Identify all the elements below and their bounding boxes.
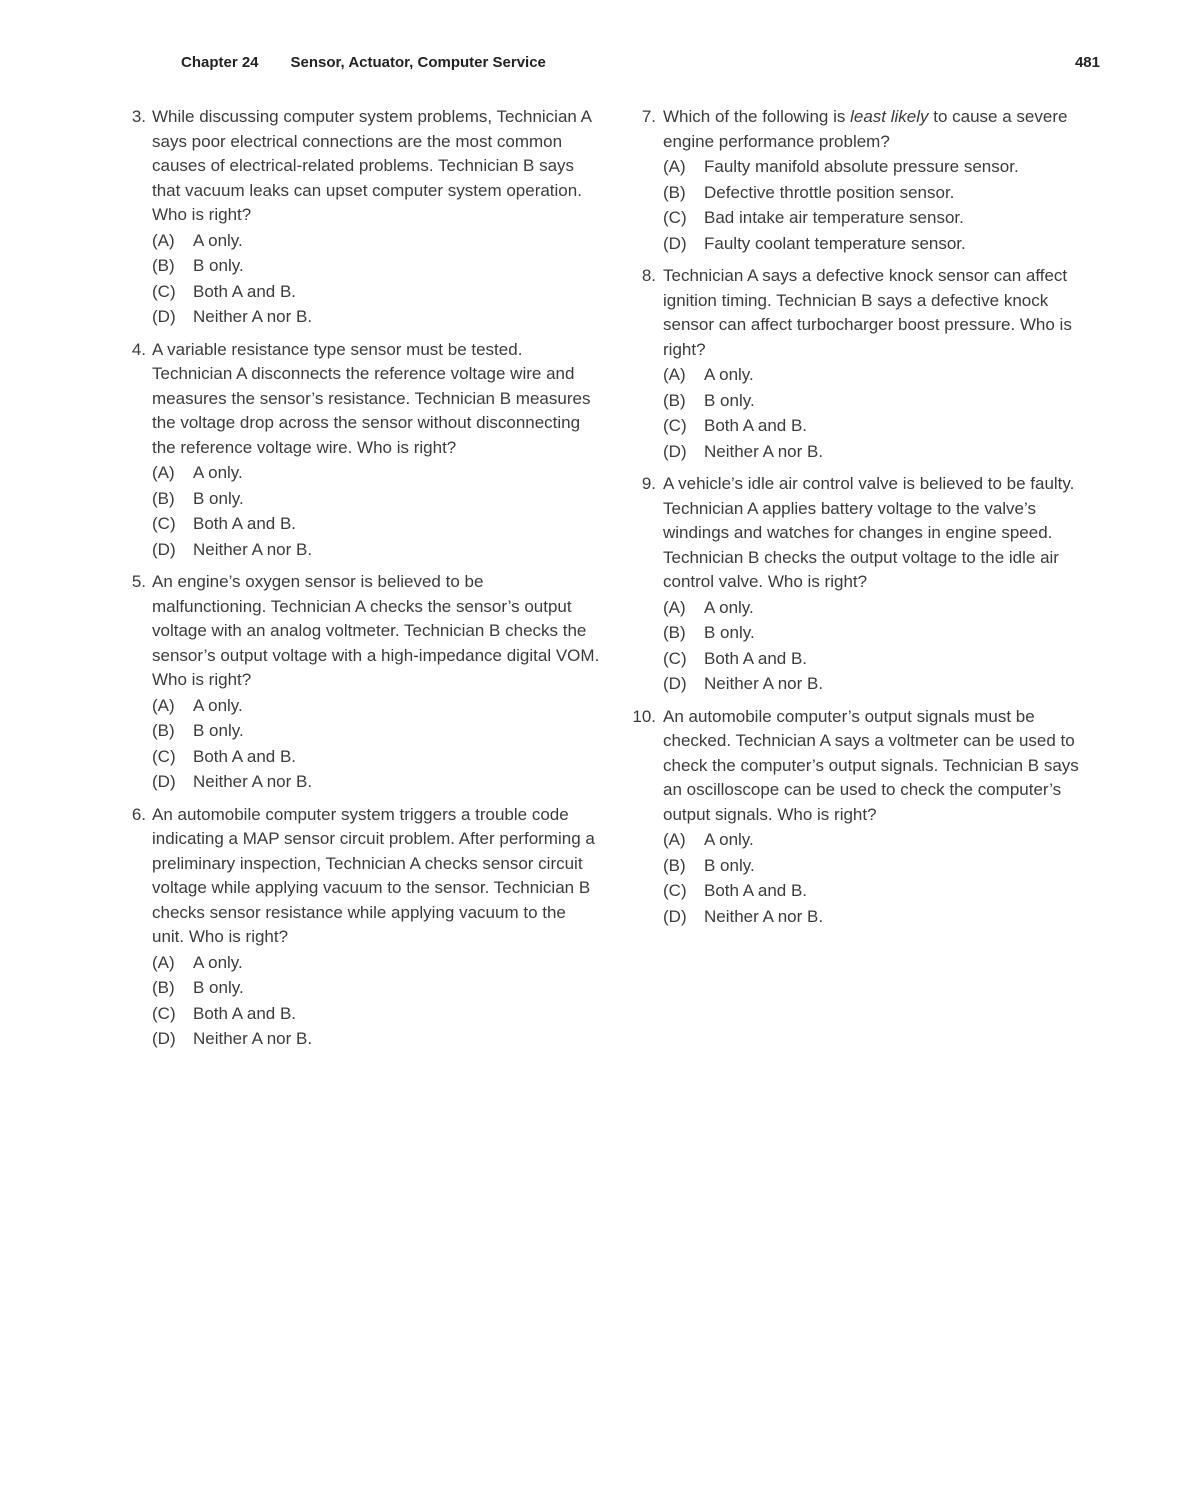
option-label: Neither A nor B. bbox=[193, 772, 313, 791]
option-marker: (B) bbox=[152, 256, 175, 275]
answer-option bbox=[152, 228, 600, 254]
answer-option bbox=[152, 511, 600, 537]
question-3 bbox=[127, 105, 600, 330]
answer-option bbox=[152, 486, 600, 512]
answer-option bbox=[663, 595, 1100, 621]
option-marker: (C) bbox=[663, 648, 687, 668]
question-text: While discussing computer system problems, Technician A says poor electrical connections are the most common causes of electrical-related problems. Technician B says that vacuum leaks can upset computer system operation. Who is right? bbox=[152, 107, 592, 224]
option-label: A only. bbox=[193, 463, 243, 482]
chapter-label: Chapter 24 bbox=[181, 54, 259, 71]
option-marker: (C) bbox=[152, 1003, 176, 1023]
option-marker: (A) bbox=[663, 597, 686, 617]
option-label: Defective throttle position sensor. bbox=[704, 182, 955, 202]
question-10 bbox=[627, 705, 1100, 930]
option-label: A only. bbox=[193, 695, 243, 715]
option-label: Both A and B. bbox=[193, 746, 297, 766]
answer-option bbox=[152, 304, 600, 330]
option-label: Faulty coolant temperature sensor. bbox=[704, 233, 966, 253]
answer-option bbox=[152, 1026, 600, 1052]
option-label: B only. bbox=[193, 978, 244, 997]
option-label: A only. bbox=[704, 830, 754, 849]
option-label: Both A and B. bbox=[193, 281, 297, 301]
option-label: A only. bbox=[704, 365, 754, 384]
question-number: 6. bbox=[131, 804, 146, 824]
option-marker: (A) bbox=[663, 365, 686, 384]
option-marker: (B) bbox=[663, 182, 686, 202]
option-marker: (A) bbox=[663, 157, 686, 176]
answer-option bbox=[152, 769, 600, 795]
question-body bbox=[152, 570, 600, 795]
option-label: Neither A nor B. bbox=[193, 1029, 313, 1048]
question-text-italic: least likely bbox=[850, 107, 929, 126]
question-columns bbox=[127, 105, 1100, 1060]
option-label: A only. bbox=[704, 597, 754, 617]
answer-option bbox=[663, 154, 1100, 180]
question-9 bbox=[627, 472, 1100, 697]
answer-option bbox=[152, 744, 600, 770]
question-number: 4. bbox=[131, 339, 146, 359]
answer-option bbox=[663, 180, 1100, 206]
question-text: An engine’s oxygen sensor is believed to be malfunctioning. Technician A checks the sensor’s output voltage with an analog voltmeter. Technician B checks the sensor’s output voltage with a high-impedance digital VOM. Who is right? bbox=[152, 572, 600, 689]
option-marker: (B) bbox=[152, 721, 175, 740]
option-marker: (D) bbox=[152, 539, 176, 559]
answer-option bbox=[663, 413, 1100, 439]
question-number: 3. bbox=[131, 107, 146, 126]
right-column bbox=[627, 105, 1100, 1060]
option-marker: (B) bbox=[152, 978, 175, 997]
answer-option bbox=[152, 718, 600, 744]
chapter-title: Sensor, Actuator, Computer Service bbox=[290, 54, 546, 71]
answer-option bbox=[663, 878, 1100, 904]
question-8 bbox=[627, 264, 1100, 464]
answer-option bbox=[152, 950, 600, 976]
option-marker: (A) bbox=[663, 830, 686, 849]
option-label: Neither A nor B. bbox=[193, 539, 313, 559]
answer-option bbox=[152, 279, 600, 305]
left-column bbox=[127, 105, 600, 1060]
question-text: A vehicle’s idle air control valve is believed to be faulty. Technician A applies battery voltage to the valve’s windings and watches for changes in engine speed. Technician B checks the output voltage to the idle air control valve. Who is right? bbox=[663, 474, 1075, 591]
option-label: Both A and B. bbox=[704, 881, 808, 900]
option-marker: (C) bbox=[663, 208, 687, 227]
option-marker: (D) bbox=[152, 772, 176, 791]
question-number: 10. bbox=[632, 706, 656, 726]
question-text: A variable resistance type sensor must be tested. Technician A disconnects the reference voltage wire and measures the sensor’s resistance. Technician B measures the voltage drop across the sensor without disconnecting the reference voltage wire. Who is right? bbox=[152, 339, 591, 457]
question-number: 8. bbox=[641, 266, 656, 285]
option-marker: (A) bbox=[152, 463, 175, 482]
answer-option bbox=[663, 904, 1100, 930]
answer-option bbox=[663, 231, 1100, 257]
answer-option bbox=[152, 253, 600, 279]
option-label: Both A and B. bbox=[704, 416, 808, 435]
answer-option bbox=[663, 646, 1100, 672]
option-marker: (B) bbox=[663, 390, 686, 410]
option-marker: (D) bbox=[663, 906, 687, 926]
answer-option bbox=[152, 537, 600, 563]
option-marker: (C) bbox=[663, 881, 687, 900]
option-label: A only. bbox=[193, 230, 243, 250]
option-marker: (B) bbox=[663, 855, 686, 875]
option-label: B only. bbox=[193, 488, 244, 508]
option-label: B only. bbox=[193, 256, 244, 275]
question-body bbox=[152, 338, 600, 563]
option-label: Neither A nor B. bbox=[193, 307, 313, 326]
option-label: Faulty manifold absolute pressure sensor. bbox=[704, 157, 1019, 176]
page-header bbox=[181, 54, 1100, 71]
option-label: Neither A nor B. bbox=[704, 906, 824, 926]
option-marker: (D) bbox=[663, 233, 687, 253]
option-marker: (D) bbox=[152, 307, 176, 326]
question-5 bbox=[127, 570, 600, 795]
question-body bbox=[663, 705, 1100, 930]
question-number: 7. bbox=[641, 107, 656, 126]
answer-option bbox=[152, 693, 600, 719]
question-text bbox=[663, 105, 1100, 154]
option-marker: (C) bbox=[152, 281, 176, 301]
option-label: B only. bbox=[704, 623, 755, 642]
option-marker: (A) bbox=[152, 695, 175, 715]
question-4 bbox=[127, 338, 600, 563]
option-label: B only. bbox=[193, 721, 244, 740]
question-body bbox=[663, 264, 1100, 464]
option-marker: (A) bbox=[152, 952, 175, 972]
answer-option bbox=[152, 1001, 600, 1027]
option-label: B only. bbox=[704, 855, 755, 875]
question-body bbox=[152, 105, 600, 330]
option-marker: (C) bbox=[152, 514, 176, 533]
option-marker: (B) bbox=[663, 623, 686, 642]
question-6 bbox=[127, 803, 600, 1052]
answer-option bbox=[663, 362, 1100, 388]
answer-option bbox=[663, 827, 1100, 853]
option-label: Bad intake air temperature sensor. bbox=[704, 208, 964, 227]
option-marker: (A) bbox=[152, 230, 175, 250]
option-marker: (D) bbox=[663, 674, 687, 693]
question-text-segment: Which of the following is bbox=[663, 107, 851, 126]
option-label: Both A and B. bbox=[193, 1003, 297, 1023]
option-label: Neither A nor B. bbox=[704, 674, 824, 693]
answer-option bbox=[152, 975, 600, 1001]
chapter-heading bbox=[181, 54, 546, 71]
answer-option bbox=[663, 439, 1100, 465]
answer-option bbox=[663, 205, 1100, 231]
option-label: Both A and B. bbox=[193, 514, 297, 533]
option-marker: (D) bbox=[663, 441, 687, 461]
question-body bbox=[663, 472, 1100, 697]
option-marker: (C) bbox=[152, 746, 176, 766]
question-text-segment: to cause a severe engine performance problem? bbox=[663, 107, 1068, 151]
option-marker: (B) bbox=[152, 488, 175, 508]
option-label: Both A and B. bbox=[704, 648, 808, 668]
question-text: An automobile computer’s output signals must be checked. Technician A says a voltmeter can be used to check the computer’s output signals. Technician B says an oscilloscope can be used to check the computer’s output signals. Who is right? bbox=[663, 706, 1079, 824]
question-text: An automobile computer system triggers a trouble code indicating a MAP sensor circuit problem. After performing a preliminary inspection, Technician A checks sensor circuit voltage while applying vacuum to the sensor. Technician B checks sensor resistance while applying vacuum to the unit. Who is right? bbox=[152, 804, 595, 946]
option-marker: (C) bbox=[663, 416, 687, 435]
answer-option bbox=[663, 853, 1100, 879]
answer-option bbox=[663, 671, 1100, 697]
option-label: B only. bbox=[704, 390, 755, 410]
page-number: 481 bbox=[1074, 54, 1100, 71]
question-7 bbox=[627, 105, 1100, 256]
question-body bbox=[152, 803, 600, 1052]
answer-option bbox=[663, 620, 1100, 646]
question-number: 9. bbox=[641, 474, 656, 493]
question-body bbox=[663, 105, 1100, 256]
option-label: A only. bbox=[193, 952, 243, 972]
question-number: 5. bbox=[131, 572, 146, 591]
question-text: Technician A says a defective knock sensor can affect ignition timing. Technician B says a defective knock sensor can affect turbocharger boost pressure. Who is right? bbox=[663, 266, 1072, 359]
option-marker: (D) bbox=[152, 1029, 176, 1048]
answer-option bbox=[152, 460, 600, 486]
answer-option bbox=[663, 388, 1100, 414]
option-label: Neither A nor B. bbox=[704, 441, 824, 461]
